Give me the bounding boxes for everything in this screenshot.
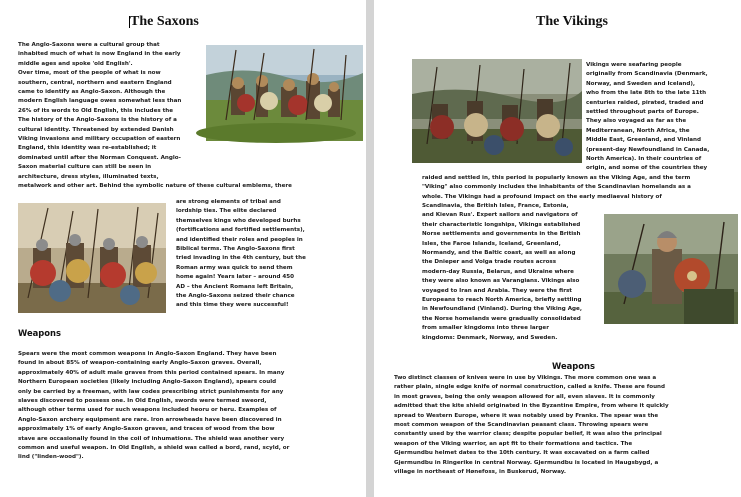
text-line: Saxon material culture can still be seen in (18, 164, 152, 171)
vikings-wide-text (422, 174, 738, 202)
text-line: (present-day Newfoundland in Canada, (586, 146, 710, 153)
text-line: Viking invasions and military occupation of eastern (18, 136, 181, 143)
saxons-weapons-heading: Weapons (18, 328, 61, 338)
text-line: Norway, and Sweden and Iceland), (586, 80, 696, 87)
text-line: Two distinct classes of knives were in use by Vikings. The more common one was a (394, 375, 657, 381)
text-line: Scandinavia, the British Isles, France, Estonia, (422, 203, 569, 209)
vikings-title: The Vikings (536, 14, 608, 29)
text-line: modern-day Russia, Belarus, and Ukraine where (422, 268, 574, 275)
text-line: Middle East, Greenland, and Vinland (586, 137, 702, 144)
text-line: The Anglo-Saxons were a cultural group that (18, 42, 160, 48)
text-line: and identified their roles and peoples in (176, 236, 303, 243)
text-line: (fortifications and fortified settlements), (176, 227, 305, 234)
text-line: Vikings were seafaring people (586, 62, 682, 68)
text-line: Gjermundbu helmet dates to the 10th century. It was excavated on a farm called (394, 450, 650, 457)
text-line: modern English language owes somewhat less than (18, 98, 182, 105)
text-line: metalwork and other art. Behind the symbolic nature of these cultural emblems, there (18, 183, 292, 190)
text-line: cultural identity. Threatened by extended Danish (18, 126, 174, 133)
text-line: in Newfoundland (Vinland). During the Viking Age, (422, 306, 582, 313)
text-line: middle ages and spoke 'old English'. (18, 60, 133, 67)
saxons-column-text (176, 198, 364, 311)
text-line: Mediterranean, North Africa, the (586, 127, 690, 134)
text-line: lordship ties. The elite declared (176, 208, 277, 215)
text-line: rather plain, single edge knife of normal construction, called a knife. These are found (394, 384, 666, 391)
text-line: whole. The Vikings had a profound impact on the early mediaeval history of (422, 193, 662, 200)
saxons-image-top (206, 45, 363, 141)
saxons-page[interactable] (0, 0, 366, 497)
text-line: in most graves, being the only weapon allowed for all, even slaves. It is commonly (394, 393, 655, 400)
text-line: they were also known as Varangians. Vikings also (422, 278, 580, 285)
text-line: village in northeast of Hønefoss, in Buskerud, Norway. (394, 469, 566, 476)
vikings-page[interactable] (374, 0, 741, 497)
vikings-column-text (422, 202, 602, 343)
page-gap (366, 0, 374, 497)
text-cursor (129, 16, 130, 28)
text-line: their characteristic longships, Vikings established (422, 221, 581, 228)
text-line: Anglo-Saxon archery equipment are rare. Iron arrowheads have been discovered in (18, 416, 282, 423)
text-line: themselves kings who developed burhs (176, 217, 301, 224)
text-line: found in about 85% of weapon-containing early Anglo-Saxon graves. Overall, (18, 360, 262, 367)
text-line: The history of the Anglo-Saxons is the history of a (18, 117, 177, 124)
text-line: England, this identity was re-established; it (18, 145, 157, 152)
text-line: stave are occasionally found in the coil of inhumations. The shield was another very (18, 435, 285, 442)
vikings-image-warrior (604, 214, 738, 324)
text-line: inhabited much of what is now England in the early (18, 51, 181, 58)
text-line: the Norse homelands were gradually consolidated (422, 315, 581, 322)
text-line: Roman army was quick to send them (176, 264, 293, 271)
text-line: although other terms used for such weapons included heoru or heru. Examples of (18, 407, 277, 414)
text-line: from smaller kingdoms into three larger (422, 325, 549, 332)
text-line: origin, and some of the countries they (586, 165, 708, 172)
text-line: Over time, most of the people of what is now (18, 70, 161, 77)
text-line: southern, central, northern and eastern England (18, 79, 172, 86)
text-line: common and useful weapon. In Old English, a shield was called a bord, rand, scyld, or (18, 445, 290, 452)
text-line: are strong elements of tribal and (176, 199, 281, 205)
saxons-image-battle (18, 203, 166, 313)
vikings-intro-text (586, 61, 738, 174)
text-line: AD – the Ancient Romans left Britain, (176, 283, 294, 290)
text-line: centuries raided, pirated, traded and (586, 99, 704, 106)
text-line: voyaged to Iran and Arabia. They were the first (422, 287, 572, 294)
text-line: came to identify as Anglo-Saxon. Although the (18, 89, 166, 96)
text-line: most common weapon of the Scandinavian peasant class. Throwing spears were (394, 422, 649, 429)
text-line: Northern European societies (likely including Anglo-Saxon England), spears could (18, 379, 277, 386)
text-line: and Kievan Rus'. Expert sailors and navigators of (422, 212, 578, 219)
text-line: 26% of its words to Old English, this includes the (18, 107, 174, 114)
text-line: Europeans to reach North America, briefly settling (422, 297, 582, 304)
text-line: kingdoms: Denmark, Norway, and Sweden. (422, 334, 558, 341)
text-line: only be carried by a freeman, with law codes prescribing strict punishments for any (18, 388, 284, 395)
text-line: originally from Scandinavia (Denmark, (586, 71, 708, 78)
text-line: weapon of the Viking warrior, an apt fit to their formations and tactics. The (394, 440, 633, 447)
vikings-image-top (412, 59, 582, 163)
text-line: dominated until after the Norman Conquest. Anglo- (18, 154, 181, 161)
saxons-intro-text (18, 41, 292, 192)
text-line: They also voyaged as far as the (586, 118, 687, 125)
text-line: who from the late 8th to the late 11th (586, 90, 707, 97)
text-line: home again! Years later – around 450 (176, 274, 295, 281)
text-line: raided and settled in, this period is popularly known as the Viking Age, and the term (422, 175, 691, 181)
saxons-title: The Saxons (130, 14, 199, 29)
text-line: and this time they were successful! (176, 302, 289, 309)
text-line: settled throughout parts of Europe. (586, 109, 699, 116)
text-line: North America). In their countries of (586, 156, 702, 163)
saxons-weapons-text (18, 350, 363, 463)
vikings-weapons-text (394, 374, 738, 477)
text-line: approximately 40% of adult male graves from this period contained spears. In many (18, 369, 285, 376)
text-line: Gjermundbu in Ringerike in central Norway. Gjermundbu is located in Haugsbygd, a (394, 459, 659, 466)
text-line: architecture, dress styles, illuminated texts, (18, 173, 159, 180)
text-line: Biblical terms. The Anglo-Saxons first (176, 246, 295, 253)
text-line: constantly used by the warrior class; despite popular belief, it was also the principal (394, 431, 662, 438)
text-line: spread to Western Europe, where it was notably used by Franks. The spear was the (394, 412, 659, 419)
text-line: tried invading in the 4th century, but the (176, 255, 306, 262)
text-line: approximately 1% of early Anglo-Saxon graves, and traces of wood from the bow (18, 426, 275, 433)
text-line: "Viking" also commonly includes the inhabitants of the Scandinavian homelands as a (422, 184, 691, 191)
text-line: the Dnieper and Volga trade routes across (422, 259, 557, 266)
text-line: lind ("linden-wood"). (18, 454, 84, 461)
text-line: admitted that the kite shield originated in the Byzantine Empire, from where it quickly (394, 403, 669, 410)
vikings-weapons-heading: Weapons (552, 361, 595, 371)
text-line: Normandy, and the Baltic coast, as well as along (422, 250, 576, 257)
text-line: Spears were the most common weapons in Anglo-Saxon England. They have been (18, 351, 277, 357)
text-line: Isles, the Faroe Islands, Iceland, Greenland, (422, 240, 561, 247)
text-line: the Anglo-Saxons seized their chance (176, 293, 295, 300)
text-line: slaves discovered to possess one. In Old English, swords were termed sweord, (18, 398, 267, 405)
text-line: Norse settlements and governments in the British (422, 231, 581, 238)
